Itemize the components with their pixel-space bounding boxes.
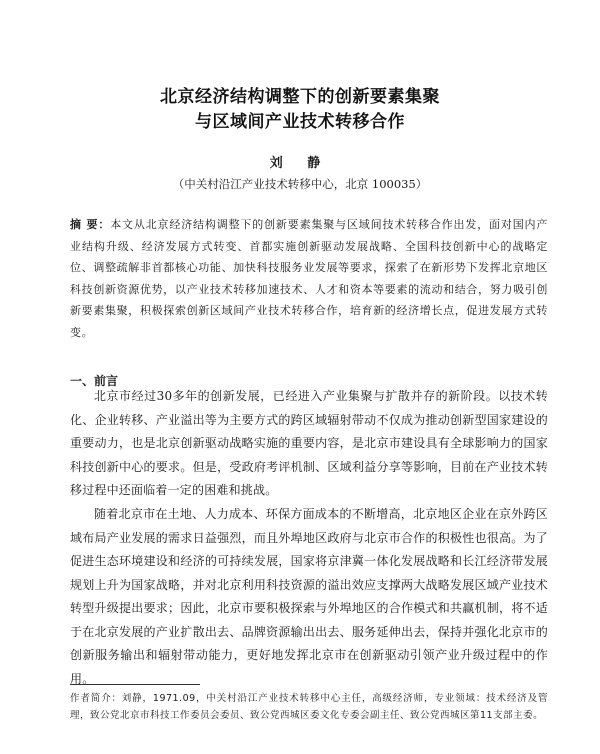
body-paragraph-1: 北京市经过30多年的创新发展，已经进入产业集聚与扩散并存的新阶段。以技术转化、企业转移、产业溢出等为主要方式的跨区域辐射带动不仅成为推动创新型国家建设的重要动力，也是北京创新驱动战略实施的重要内容，是北京市建设具有全球影响力的国家科技创新中心的要求。但是，受政府考评机制、区域利益分享等影响，目前在产业技术转移过程中还面临着一定的困难和挑战。: [70, 389, 548, 497]
body-paragraph-2: 随着北京市在土地、人力成本、环保方面成本的不断增高，北京地区企业在京外跨区域布局产业发展的需求日益强烈，而且外埠地区政府与北京市合作的积极性也很高。为了促进生态环境建设和经济的可持续发展，国家将京津冀一体化发展战略和长江经济带发展规划上升为国家战略，并对北京利用科技资源的溢出效应支撑两大战略发展区域产业技术转型升级提出要求；因此，北京市要积极探索与外埠地区的合作模式和共赢机制，将不适于在北京发展的产业扩散出去、品牌资源输出出去、服务延伸出去，保持并强化北京市的创新服务输出和辐射带动能力，更好地发挥北京市在创新驱动引领产业升级过程中的作用。: [70, 507, 548, 686]
paper-title-line1: 北京经济结构调整下的创新要素集聚: [160, 87, 440, 107]
footnote-divider: [70, 684, 200, 685]
author-affiliation: （中关村沿江产业技术转移中心，北京 100035）: [172, 177, 428, 191]
paper-title-line2: 与区域间产业技术转移合作: [195, 112, 405, 132]
abstract-label: 摘 要：: [70, 218, 111, 231]
author-footnote: 作者简介：刘静，1971.09，中关村沿江产业技术转移中心主任，高级经济师，专业领域：技术经济及管理，致公党北京市科技工作委员会委员、致公党西城区委文化专委会副主任、致公党西城区第11支部主委。: [70, 693, 548, 721]
abstract: [70, 214, 548, 343]
section-heading: 一、前言: [70, 374, 119, 388]
author-name: 刘 静: [269, 156, 331, 171]
abstract-text: 本文从北京经济结构调整下的创新要素集聚与区域间技术转移合作出发，面对国内产业结构升级、经济发展方式转变、首都实施创新驱动发展战略、全国科技创新中心的战略定位、调整疏解非首都核心功能、加快科技服务业发展等要求，探索了在新形势下发挥北京地区科技创新资源优势，以产业技术转移加速技术、人才和资本等要素的流动和结合，努力吸引创新要素集聚，积极探索创新区域间产业技术转移合作，培育新的经济增长点，促进发展方式转变。: [70, 218, 548, 339]
